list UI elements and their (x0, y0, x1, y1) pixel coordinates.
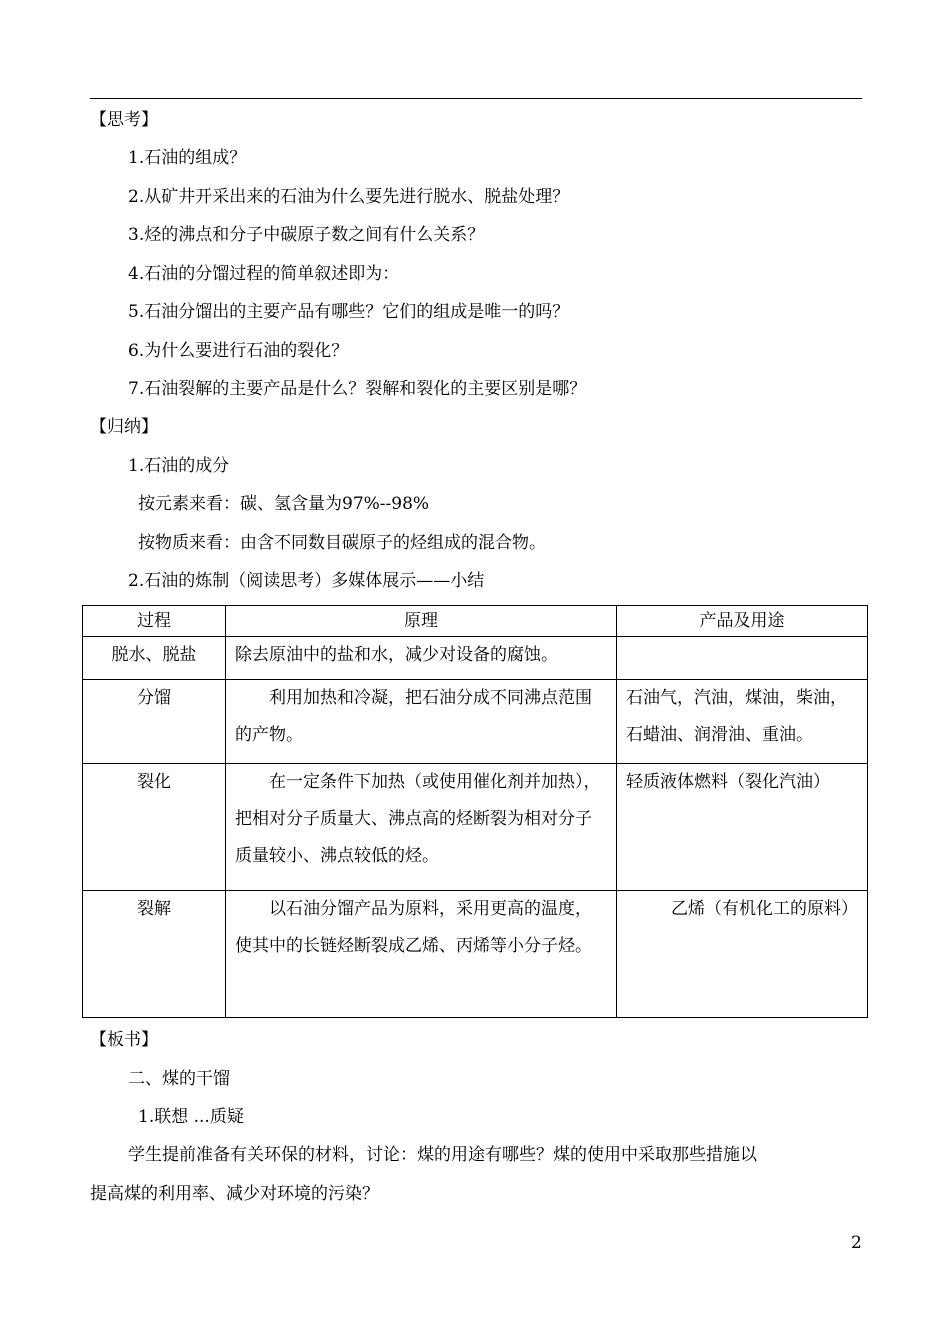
board-item-1: 1.联想 ...质疑 (138, 1107, 244, 1127)
table-row (83, 891, 868, 1018)
principle-cell: 在一定条件下加热（或使用催化剂并加热），把相对分子质量大、沸点高的烃断裂为相对分子质量较小、沸点较低的烃。 (226, 764, 617, 891)
summary-item-2: 2.石油的炼制（阅读思考）多媒体展示——小结 (128, 571, 485, 591)
process-cell: 裂化 (83, 764, 226, 891)
summary-heading: 【归纳】 (90, 417, 158, 437)
think-item-5: 5.石油分馏出的主要产品有哪些？它们的组成是唯一的吗？ (128, 302, 570, 322)
header-products: 产品及用途 (617, 606, 868, 637)
think-item-4: 4.石油的分馏过程的简单叙述即为： (128, 264, 400, 284)
board-heading: 【板书】 (90, 1030, 158, 1050)
products-cell: 乙烯（有机化工的原料） (617, 891, 868, 1018)
table-header-row (83, 606, 868, 637)
principle-cell: 以石油分馏产品为原料，采用更高的温度，使其中的长链烃断裂成乙烯、丙烯等小分子烃。 (226, 891, 617, 1018)
page-number: 2 (851, 1233, 862, 1253)
table-row (83, 764, 868, 891)
summary-substance: 按物质来看：由含不同数目碳原子的烃组成的混合物。 (138, 533, 546, 553)
products-cell: 石油气，汽油，煤油，柴油，石蜡油、润滑油、重油。 (617, 680, 868, 764)
board-paragraph-line-2: 提高煤的利用率、减少对环境的污染？ (90, 1184, 379, 1204)
header-rule (90, 98, 862, 99)
process-cell: 分馏 (83, 680, 226, 764)
think-item-3: 3.烃的沸点和分子中碳原子数之间有什么关系？ (128, 225, 485, 245)
principle-cell: 除去原油中的盐和水，减少对设备的腐蚀。 (226, 637, 617, 680)
think-item-2: 2.从矿井开采出来的石油为什么要先进行脱水、脱盐处理？ (128, 187, 570, 207)
think-item-7: 7.石油裂解的主要产品是什么？裂解和裂化的主要区别是哪？ (128, 379, 587, 399)
products-cell (617, 637, 868, 680)
summary-item-1: 1.石油的成分 (128, 456, 230, 476)
think-item-1: 1.石油的组成？ (128, 148, 247, 168)
principle-cell: 利用加热和冷凝，把石油分成不同沸点范围的产物。 (226, 680, 617, 764)
refining-table (82, 605, 868, 1018)
header-principle: 原理 (226, 606, 617, 637)
summary-elements: 按元素来看：碳、氢含量为97%--98% (138, 494, 430, 514)
board-section: 二、煤的干馏 (128, 1069, 230, 1089)
table-row (83, 637, 868, 680)
table-row (83, 680, 868, 764)
think-heading: 【思考】 (90, 110, 158, 130)
products-cell: 轻质液体燃料（裂化汽油） (617, 764, 868, 891)
process-cell: 脱水、脱盐 (83, 637, 226, 680)
board-paragraph-line-1: 学生提前准备有关环保的材料，讨论：煤的用途有哪些？煤的使用中采取那些措施以 (128, 1145, 757, 1165)
think-item-6: 6.为什么要进行石油的裂化？ (128, 341, 349, 361)
header-process: 过程 (83, 606, 226, 637)
process-cell: 裂解 (83, 891, 226, 1018)
